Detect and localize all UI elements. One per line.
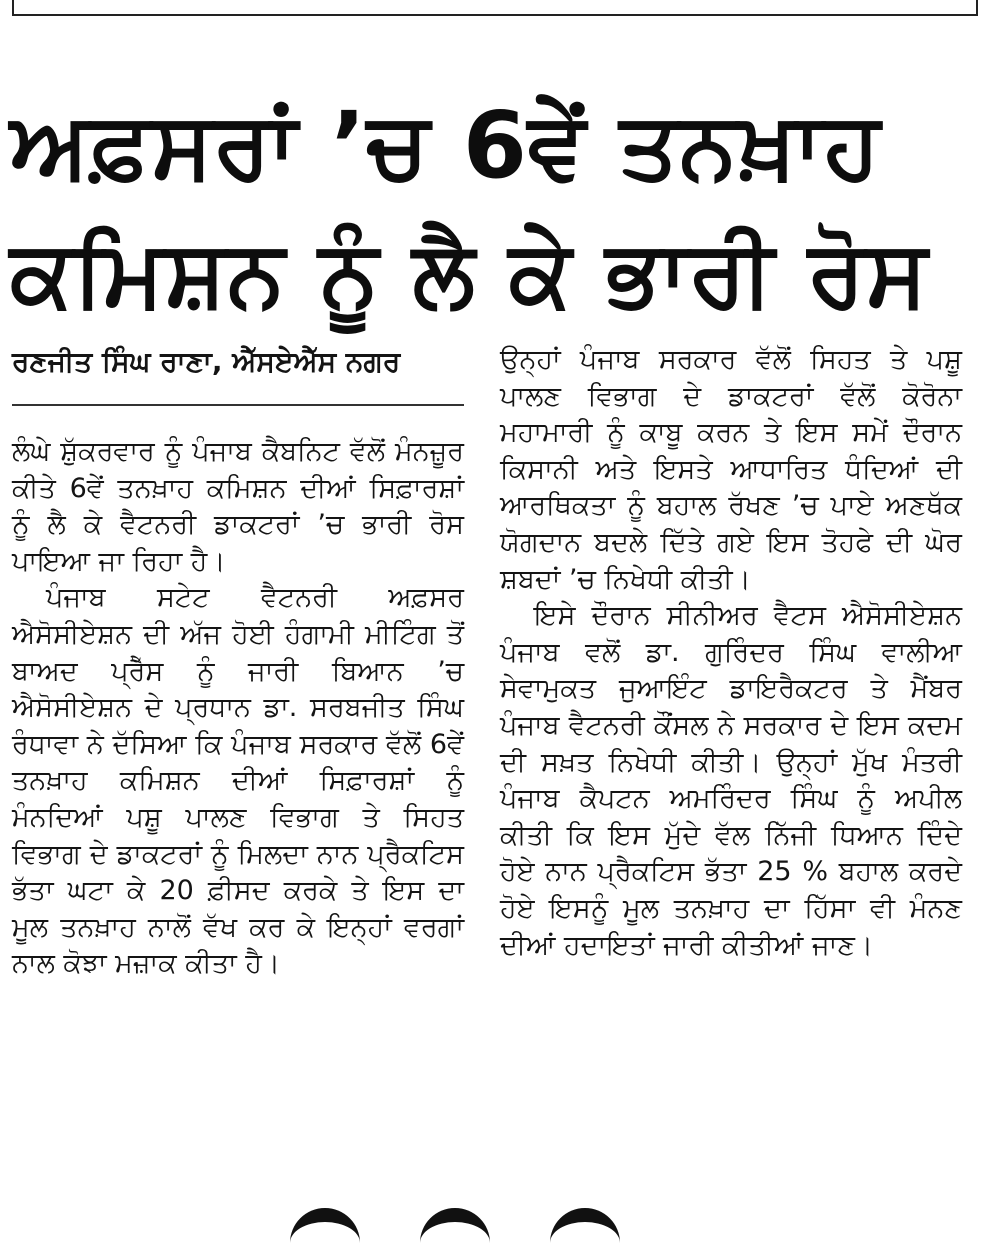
left-paragraph-1: ਲੰਘੇ ਸ਼ੁੱਕਰਵਾਰ ਨੂੰ ਪੰਜਾਬ ਕੈਬਨਿਟ ਵੱਲੋਂ ਮੰਨਜ਼ੂਰ ਕੀਤੇ 6ਵੇਂ ਤਨਖ਼ਾਹ ਕਮਿਸ਼ਨ ਦੀਆਂ ਸਿਫ਼ਾਰਸ਼ਾਂ ਨੂੰ ਲੈ ਕੇ ਵੈਟਨਰੀ ਡਾਕਟਰਾਂ ’ਚ ਭਾਰੀ ਰੋਸ ਪਾਇਆ ਜਾ ਰਿਹਾ ਹੈ। [12, 436, 464, 577]
headline-line-1: ਅਫ਼ਸਰਾਂ ’ਚ 6ਵੇਂ ਤਨਖ਼ਾਹ [10, 92, 882, 199]
glyph-fragment [290, 1208, 360, 1248]
headline-line-2: ਕਮਿਸ਼ਨ ਨੂੰ ਲੈ ਕੇ ਭਾਰੀ ਰੋਸ [10, 220, 929, 327]
right-paragraph-2: ਇਸੇ ਦੌਰਾਨ ਸੀਨੀਅਰ ਵੈਟਸ ਐਸੋਸੀਏਸ਼ਨ ਪੰਜਾਬ ਵਲੋਂ ਡਾ. ਗੁਰਿੰਦਰ ਸਿੰਘ ਵਾਲੀਆ ਸੇਵਾਮੁਕਤ ਜੁਆਇੰਟ ਡਾਇਰੈਕਟਰ ਤੇ ਮੈਂਬਰ ਪੰਜਾਬ ਵੈਟਨਰੀ ਕੌਂਸਲ ਨੇ ਸਰਕਾਰ ਦੇ ਇਸ ਕਦਮ ਦੀ ਸਖ਼ਤ ਨਿਖੇਧੀ ਕੀਤੀ। ਉਨ੍ਹਾਂ ਮੁੱਖ ਮੰਤਰੀ ਪੰਜਾਬ ਕੈਪਟਨ ਅਮਰਿੰਦਰ ਸਿੰਘ ਨੂੰ ਅਪੀਲ ਕੀਤੀ ਕਿ ਇਸ ਮੁੱਦੇ ਵੱਲ ਨਿੱਜੀ ਧਿਆਨ ਦਿੰਦੇ ਹੋਏ ਨਾਨ ਪ੍ਰੈਕਟਿਸ ਭੱਤਾ 25 % ਬਹਾਲ ਕਰਦੇ ਹੋਏ ਇਸਨੂੰ ਮੂਲ ਤਨਖ਼ਾਹ ਦਾ ਹਿੱਸਾ ਵੀ ਮੰਨਣ ਦੀਆਂ ਹਦਾਇਤਾਂ ਜਾਰੀ ਕੀਤੀਆਂ ਜਾਣ। [500, 600, 962, 961]
next-headline-fragment [290, 1208, 710, 1248]
right-paragraph-1: ਉਨ੍ਹਾਂ ਪੰਜਾਬ ਸਰਕਾਰ ਵੱਲੋਂ ਸਿਹਤ ਤੇ ਪਸ਼ੂ ਪਾਲਣ ਵਿਭਾਗ ਦੇ ਡਾਕਟਰਾਂ ਵੱਲੋਂ ਕੋਰੋਨਾ ਮਹਾਮਾਰੀ ਨੂੰ ਕਾਬੂ ਕਰਨ ਤੇ ਇਸ ਸਮੇਂ ਦੌਰਾਨ ਕਿਸਾਨੀ ਅਤੇ ਇਸਤੇ ਆਧਾਰਿਤ ਧੰਦਿਆਂ ਦੀ ਆਰਥਿਕਤਾ ਨੂੰ ਬਹਾਲ ਰੱਖਣ ’ਚ ਪਾਏ ਅਣਥੱਕ ਯੋਗਦਾਨ ਬਦਲੇ ਦਿੱਤੇ ਗਏ ਇਸ ਤੋਹਫੇ ਦੀ ਘੋਰ ਸ਼ਬਦਾਂ ’ਚ ਨਿਖੇਧੀ ਕੀਤੀ। [500, 344, 962, 595]
headline [10, 82, 975, 338]
glyph-fragment [420, 1208, 490, 1248]
right-column [500, 342, 962, 964]
left-column [12, 342, 464, 983]
glyph-fragment [550, 1208, 620, 1248]
previous-article-box [12, 0, 978, 16]
left-paragraph-2: ਪੰਜਾਬ ਸਟੇਟ ਵੈਟਨਰੀ ਅਫ਼ਸਰ ਐਸੋਸੀਏਸ਼ਨ ਦੀ ਅੱਜ ਹੋਈ ਹੰਗਾਮੀ ਮੀਟਿੰਗ ਤੋਂ ਬਾਅਦ ਪ੍ਰੈੱਸ ਨੂੰ ਜਾਰੀ ਬਿਆਨ ’ਚ ਐਸੋਸੀਏਸ਼ਨ ਦੇ ਪ੍ਰਧਾਨ ਡਾ. ਸਰਬਜੀਤ ਸਿੰਘ ਰੰਧਾਵਾ ਨੇ ਦੱਸਿਆ ਕਿ ਪੰਜਾਬ ਸਰਕਾਰ ਵੱਲੋਂ 6ਵੇਂ ਤਨਖ਼ਾਹ ਕਮਿਸ਼ਨ ਦੀਆਂ ਸਿਫ਼ਾਰਸ਼ਾਂ ਨੂੰ ਮੰਨਦਿਆਂ ਪਸ਼ੂ ਪਾਲਣ ਵਿਭਾਗ ਤੇ ਸਿਹਤ ਵਿਭਾਗ ਦੇ ਡਾਕਟਰਾਂ ਨੂੰ ਮਿਲਦਾ ਨਾਨ ਪ੍ਰੈਕਟਿਸ ਭੱਤਾ ਘਟਾ ਕੇ 20 ਫ਼ੀਸਦ ਕਰਕੇ ਤੇ ਇਸ ਦਾ ਮੂਲ ਤਨਖ਼ਾਹ ਨਾਲੋਂ ਵੱਖ ਕਰ ਕੇ ਇਨ੍ਹਾਂ ਵਰਗਾਂ ਨਾਲ ਕੋਝਾ ਮਜ਼ਾਕ ਕੀਤਾ ਹੈ। [12, 582, 464, 980]
byline: ਰਣਜੀਤ ਸਿੰਘ ਰਾਣਾ, ਐੱਸਏਐੱਸ ਨਗਰ [12, 342, 464, 406]
